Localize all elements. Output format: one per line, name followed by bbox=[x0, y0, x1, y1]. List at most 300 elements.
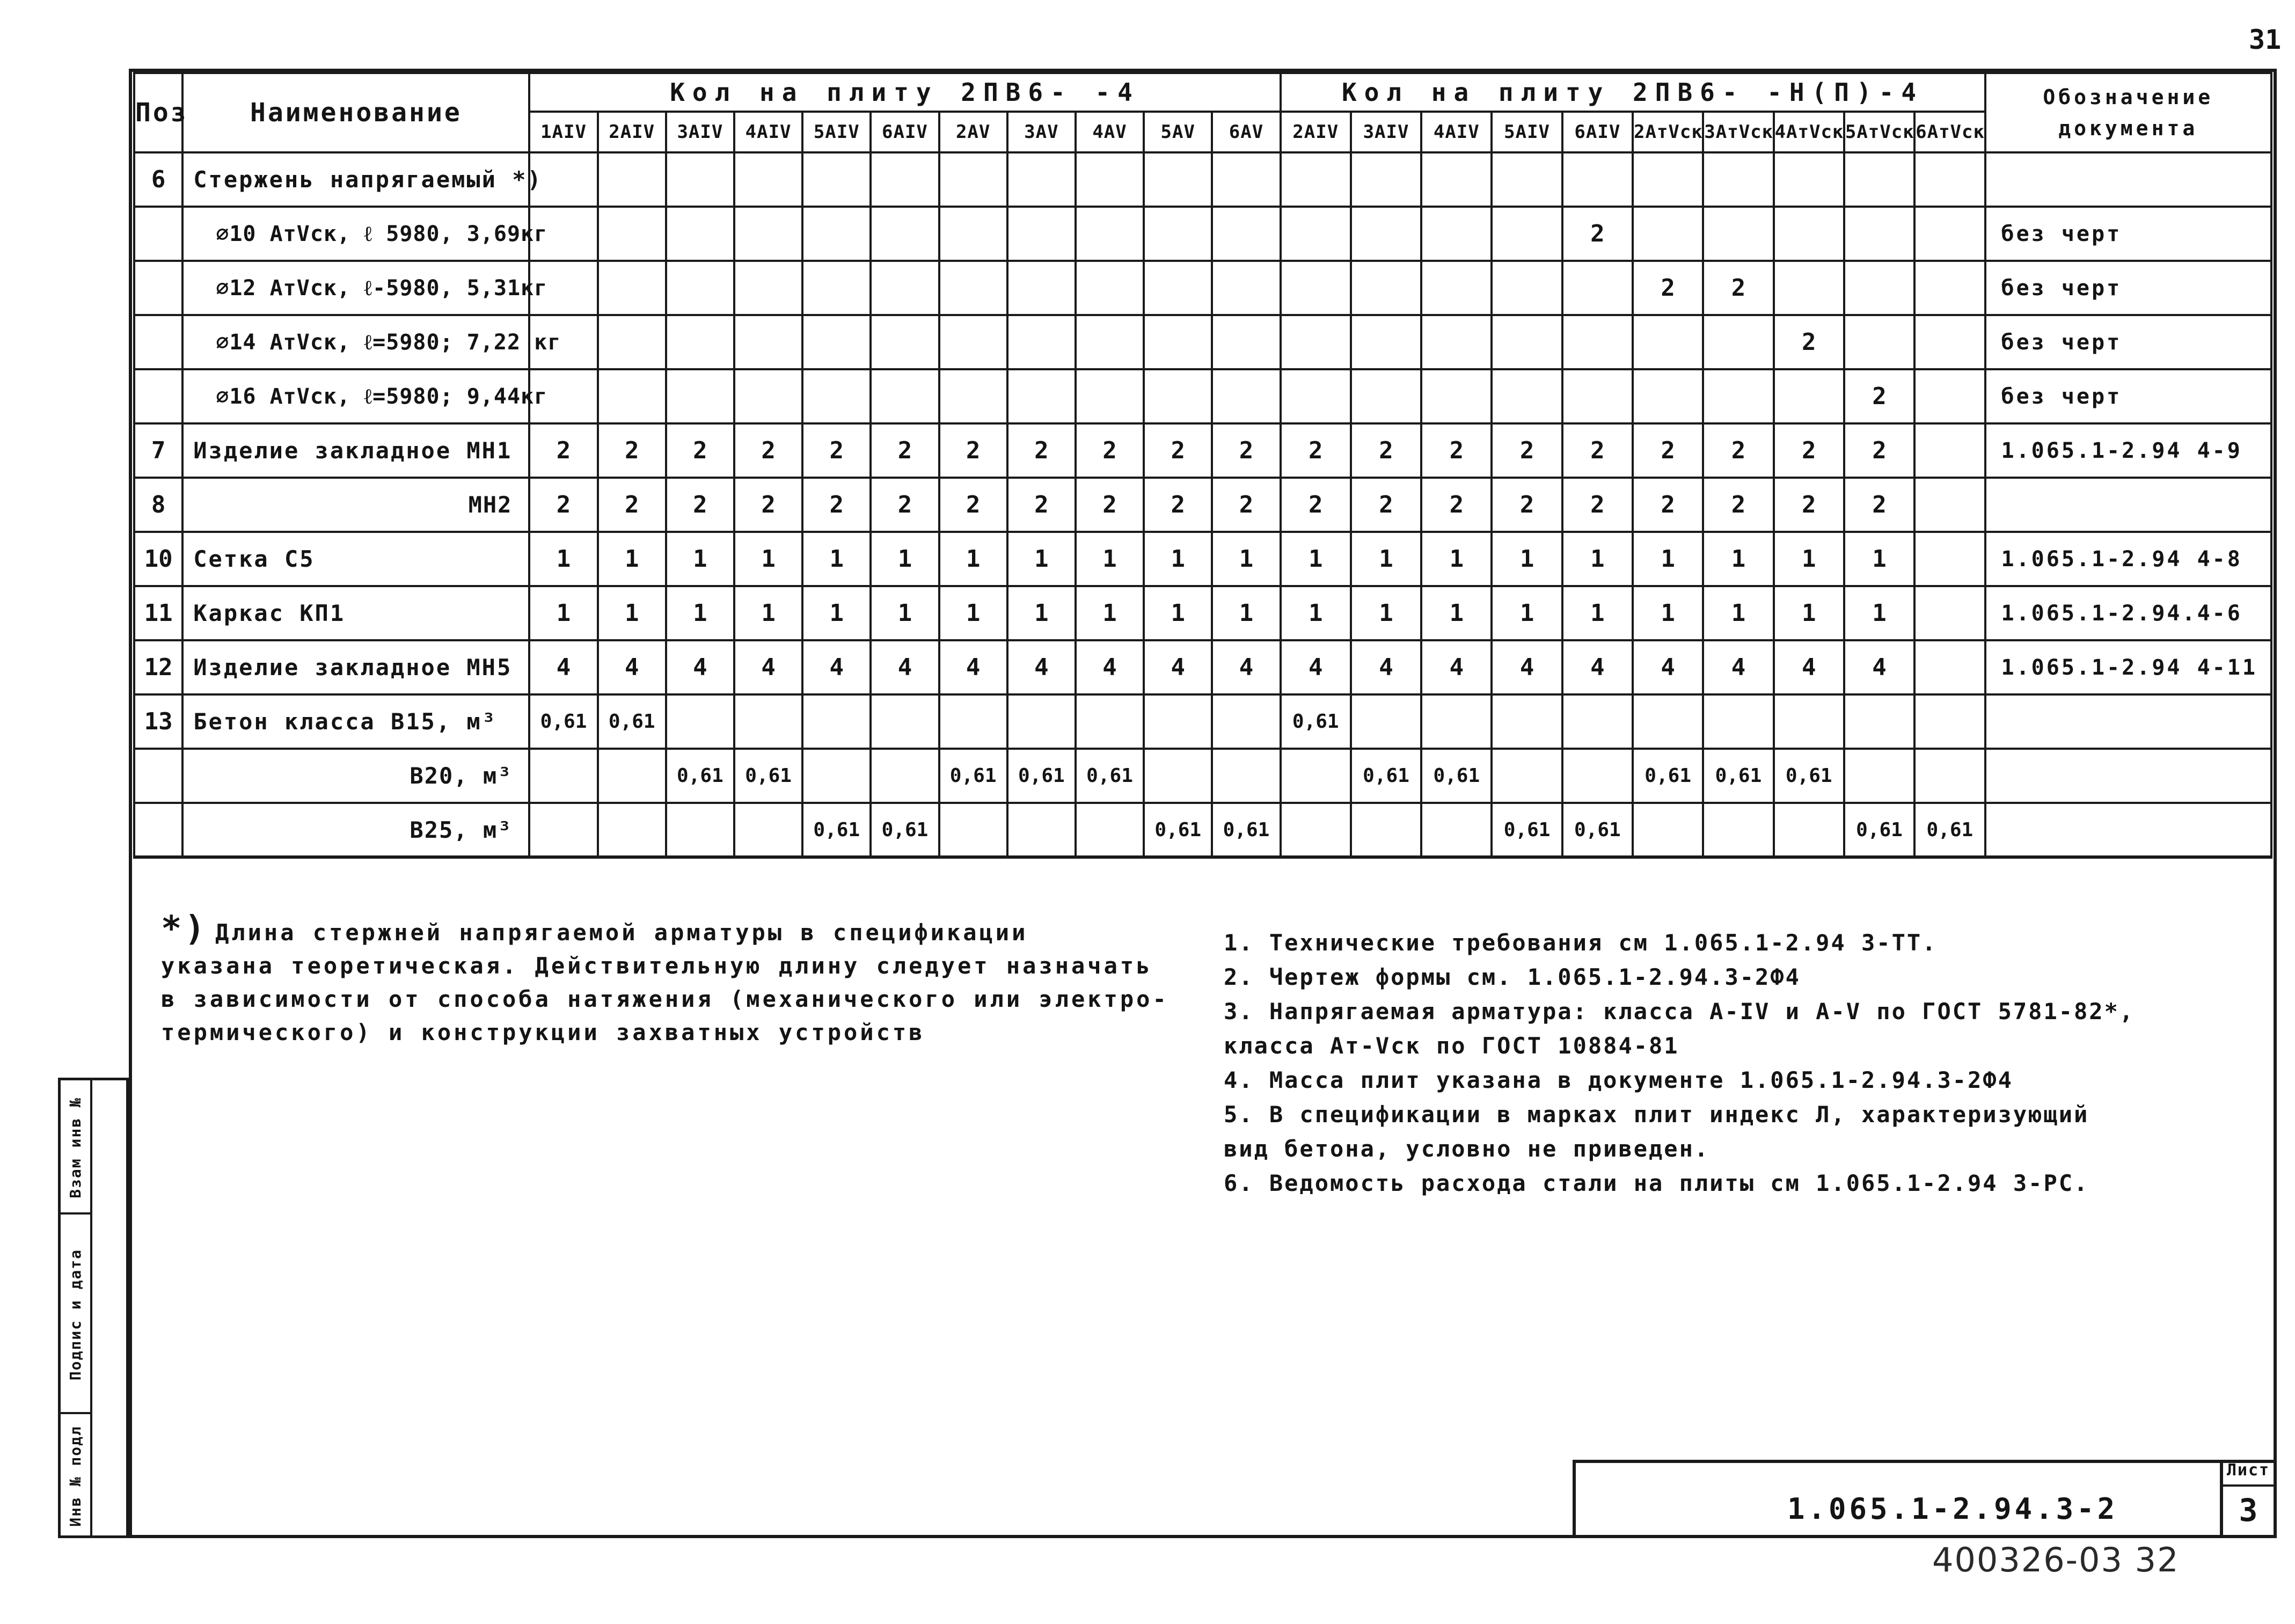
sheet-corner-number: 31 bbox=[2249, 24, 2282, 55]
qty-cell: 0,61 bbox=[1774, 749, 1844, 803]
qty-cell: 1 bbox=[1007, 586, 1076, 640]
qty-cell: 2 bbox=[598, 423, 666, 478]
qty-cell: 2 bbox=[1281, 478, 1351, 532]
qty-cell bbox=[1562, 152, 1633, 207]
qty-cell bbox=[1774, 369, 1844, 423]
qty-cell: 0,61 bbox=[939, 749, 1007, 803]
qty-cell: 2 bbox=[1421, 478, 1492, 532]
qty-cell: 1 bbox=[598, 586, 666, 640]
qty-cell: 2 bbox=[1144, 423, 1212, 478]
qty-cell bbox=[802, 152, 871, 207]
qty-cell bbox=[802, 369, 871, 423]
general-notes bbox=[1224, 926, 2243, 1201]
qty-cell: 2 bbox=[1633, 423, 1703, 478]
qty-cell: 0,61 bbox=[1212, 803, 1280, 857]
qty-cell: 2 bbox=[1212, 478, 1280, 532]
qty-cell: 1 bbox=[666, 532, 734, 586]
doc-cell: без черт bbox=[1985, 369, 2271, 423]
qty-cell: 0,61 bbox=[1076, 749, 1144, 803]
qty-cell bbox=[1421, 261, 1492, 315]
qty-cell: 4 bbox=[1076, 640, 1144, 694]
footnote-line: Длина стержней напрягаемой арматуры в спецификации bbox=[215, 919, 1028, 946]
qty-cell bbox=[598, 803, 666, 857]
subheader-cell: 1АIV bbox=[529, 112, 597, 152]
qty-cell: 1 bbox=[1421, 532, 1492, 586]
qty-cell: 0,61 bbox=[1562, 803, 1633, 857]
qty-cell: 0,61 bbox=[666, 749, 734, 803]
doc-cell bbox=[1985, 694, 2271, 749]
pos-cell bbox=[134, 803, 182, 857]
qty-cell: 1 bbox=[1281, 532, 1351, 586]
qty-cell bbox=[1076, 152, 1144, 207]
pos-cell: 6 bbox=[134, 152, 182, 207]
qty-cell bbox=[1007, 369, 1076, 423]
qty-cell: 1 bbox=[1774, 532, 1844, 586]
margin-label-inventory: Инв № подл bbox=[67, 1425, 85, 1527]
qty-cell bbox=[1212, 694, 1280, 749]
table-row bbox=[134, 478, 2271, 532]
qty-cell bbox=[1351, 694, 1421, 749]
name-cell: Бетон класса В15, м³ bbox=[182, 694, 529, 749]
qty-cell: 1 bbox=[1844, 586, 1914, 640]
qty-cell bbox=[1351, 803, 1421, 857]
qty-cell: 4 bbox=[802, 640, 871, 694]
qty-cell: 1 bbox=[529, 532, 597, 586]
doc-cell bbox=[1985, 478, 2271, 532]
doc-cell: 1.065.1-2.94 4-8 bbox=[1985, 532, 2271, 586]
note-item: 1. Технические требования см 1.065.1-2.94 3-ТТ. bbox=[1224, 930, 1938, 956]
subheader-cell: 3АтVск bbox=[1703, 112, 1773, 152]
doc-cell: без черт bbox=[1985, 261, 2271, 315]
subheader-cell: 3АIV bbox=[1351, 112, 1421, 152]
qty-cell bbox=[1492, 207, 1562, 261]
qty-cell bbox=[1844, 152, 1914, 207]
subheader-cell: 3АIV bbox=[666, 112, 734, 152]
subheader-cell: 6АIV bbox=[1562, 112, 1633, 152]
qty-cell bbox=[1914, 478, 1985, 532]
qty-cell: 1 bbox=[1076, 586, 1144, 640]
qty-cell bbox=[871, 749, 939, 803]
table-row bbox=[134, 369, 2271, 423]
qty-cell bbox=[1421, 694, 1492, 749]
qty-cell: 2 bbox=[734, 423, 802, 478]
table-row bbox=[134, 315, 2271, 369]
subheader-cell: 5АIV bbox=[802, 112, 871, 152]
qty-cell: 4 bbox=[939, 640, 1007, 694]
qty-cell: 0,61 bbox=[1703, 749, 1773, 803]
qty-cell: 1 bbox=[1633, 532, 1703, 586]
qty-cell: 2 bbox=[802, 423, 871, 478]
qty-cell: 4 bbox=[871, 640, 939, 694]
spec-body bbox=[134, 152, 2271, 857]
qty-cell bbox=[1914, 749, 1985, 803]
qty-cell: 2 bbox=[1351, 423, 1421, 478]
qty-cell: 4 bbox=[1421, 640, 1492, 694]
note-item: вид бетона, условно не приведен. bbox=[1224, 1136, 1710, 1162]
pos-cell: 12 bbox=[134, 640, 182, 694]
qty-cell bbox=[1281, 803, 1351, 857]
qty-cell bbox=[1914, 423, 1985, 478]
qty-cell bbox=[666, 152, 734, 207]
qty-cell bbox=[1703, 694, 1773, 749]
qty-cell: 1 bbox=[1212, 532, 1280, 586]
qty-cell: 1 bbox=[802, 586, 871, 640]
pos-cell bbox=[134, 315, 182, 369]
margin-label-signature: Подпис и дата bbox=[67, 1248, 84, 1380]
qty-cell: 1 bbox=[1351, 586, 1421, 640]
qty-cell: 1 bbox=[939, 532, 1007, 586]
qty-cell: 1 bbox=[1281, 586, 1351, 640]
qty-cell bbox=[1281, 749, 1351, 803]
qty-cell: 0,61 bbox=[598, 694, 666, 749]
name-cell: Сетка С5 bbox=[182, 532, 529, 586]
doc-cell: 1.065.1-2.94 4-9 bbox=[1985, 423, 2271, 478]
qty-cell bbox=[1007, 207, 1076, 261]
qty-cell bbox=[1007, 803, 1076, 857]
qty-cell bbox=[1633, 803, 1703, 857]
qty-cell bbox=[1421, 369, 1492, 423]
qty-cell: 0,61 bbox=[734, 749, 802, 803]
qty-cell bbox=[1492, 315, 1562, 369]
qty-cell bbox=[939, 369, 1007, 423]
pos-cell bbox=[134, 369, 182, 423]
subheader-cell: 2АIV bbox=[1281, 112, 1351, 152]
qty-cell bbox=[598, 749, 666, 803]
subheader-cell: 5АтVск bbox=[1844, 112, 1914, 152]
qty-cell: 2 bbox=[1562, 207, 1633, 261]
qty-cell bbox=[1421, 315, 1492, 369]
qty-cell: 0,61 bbox=[802, 803, 871, 857]
header-group-1: Кол на плиту 2ПВ6- -4 bbox=[529, 73, 1280, 112]
qty-cell bbox=[1281, 261, 1351, 315]
qty-cell: 1 bbox=[1492, 532, 1562, 586]
qty-cell bbox=[1774, 694, 1844, 749]
qty-cell bbox=[1212, 261, 1280, 315]
qty-cell: 4 bbox=[666, 640, 734, 694]
qty-cell: 1 bbox=[1144, 586, 1212, 640]
qty-cell: 2 bbox=[1633, 478, 1703, 532]
qty-cell bbox=[939, 261, 1007, 315]
qty-cell: 0,61 bbox=[1914, 803, 1985, 857]
qty-cell bbox=[1281, 207, 1351, 261]
qty-cell bbox=[1774, 803, 1844, 857]
qty-cell bbox=[1007, 315, 1076, 369]
qty-cell bbox=[871, 694, 939, 749]
qty-cell bbox=[598, 261, 666, 315]
margin-stamp bbox=[58, 1078, 129, 1538]
qty-cell: 1 bbox=[734, 532, 802, 586]
qty-cell bbox=[734, 207, 802, 261]
qty-cell bbox=[1492, 152, 1562, 207]
qty-cell bbox=[1633, 369, 1703, 423]
qty-cell bbox=[1076, 694, 1144, 749]
qty-cell bbox=[1492, 369, 1562, 423]
qty-cell bbox=[1076, 315, 1144, 369]
doc-cell: без черт bbox=[1985, 207, 2271, 261]
qty-cell: 4 bbox=[1774, 640, 1844, 694]
qty-cell: 2 bbox=[1844, 423, 1914, 478]
note-item: 5. В спецификации в марках плит индекс Л, характеризующий bbox=[1224, 1101, 2089, 1128]
qty-cell bbox=[1844, 749, 1914, 803]
pos-cell: 7 bbox=[134, 423, 182, 478]
name-cell: Стержень напрягаемый *) bbox=[182, 152, 529, 207]
qty-cell bbox=[802, 261, 871, 315]
qty-cell bbox=[1351, 207, 1421, 261]
qty-cell bbox=[802, 749, 871, 803]
name-cell: В20, м³ bbox=[182, 749, 529, 803]
qty-cell: 1 bbox=[1703, 532, 1773, 586]
subheader-cell: 6АтVск bbox=[1914, 112, 1985, 152]
qty-cell bbox=[1076, 803, 1144, 857]
qty-cell bbox=[802, 694, 871, 749]
qty-cell: 0,61 bbox=[871, 803, 939, 857]
qty-cell: 2 bbox=[802, 478, 871, 532]
qty-cell: 4 bbox=[1844, 640, 1914, 694]
table-row bbox=[134, 586, 2271, 640]
qty-cell bbox=[666, 694, 734, 749]
qty-cell bbox=[1076, 261, 1144, 315]
qty-cell bbox=[1144, 694, 1212, 749]
qty-cell bbox=[1281, 152, 1351, 207]
qty-cell: 1 bbox=[1351, 532, 1421, 586]
qty-cell bbox=[1351, 152, 1421, 207]
qty-cell: 1 bbox=[802, 532, 871, 586]
qty-cell: 4 bbox=[1633, 640, 1703, 694]
qty-cell bbox=[1421, 803, 1492, 857]
qty-cell bbox=[1844, 207, 1914, 261]
qty-cell bbox=[734, 369, 802, 423]
qty-cell bbox=[1914, 586, 1985, 640]
qty-cell bbox=[666, 207, 734, 261]
note-item: 3. Напрягаемая арматура: класса А-IV и А-V по ГОСТ 5781-82*, bbox=[1224, 998, 2135, 1025]
qty-cell: 1 bbox=[1076, 532, 1144, 586]
qty-cell bbox=[871, 261, 939, 315]
qty-cell: 1 bbox=[1774, 586, 1844, 640]
header-pos: Поз bbox=[134, 73, 182, 152]
qty-cell bbox=[529, 749, 597, 803]
qty-cell: 2 bbox=[1007, 478, 1076, 532]
table-row bbox=[134, 694, 2271, 749]
note-item: 2. Чертеж формы см. 1.065.1-2.94.3-2Ф4 bbox=[1224, 964, 1801, 990]
qty-cell bbox=[734, 152, 802, 207]
qty-cell bbox=[1633, 152, 1703, 207]
qty-cell: 1 bbox=[1492, 586, 1562, 640]
qty-cell bbox=[1281, 315, 1351, 369]
qty-cell bbox=[1212, 369, 1280, 423]
qty-cell bbox=[598, 315, 666, 369]
qty-cell: 1 bbox=[1703, 586, 1773, 640]
doc-cell bbox=[1985, 749, 2271, 803]
document-code: 1.065.1-2.94.3-2 bbox=[1787, 1492, 2118, 1526]
qty-cell bbox=[1562, 749, 1633, 803]
doc-cell: 1.065.1-2.94.4-6 bbox=[1985, 586, 2271, 640]
sheet-number: 3 bbox=[2239, 1492, 2258, 1528]
qty-cell bbox=[1421, 152, 1492, 207]
footnote-marker: *) bbox=[161, 909, 208, 949]
subheader-cell: 4АтVск bbox=[1774, 112, 1844, 152]
margin-label-replaced: Взам инв № bbox=[67, 1096, 85, 1198]
qty-cell bbox=[1633, 694, 1703, 749]
note-item: класса Ат-Vск по ГОСТ 10884-81 bbox=[1224, 1033, 1679, 1059]
qty-cell: 4 bbox=[1144, 640, 1212, 694]
qty-cell bbox=[1212, 315, 1280, 369]
qty-cell bbox=[1281, 369, 1351, 423]
qty-cell: 2 bbox=[1774, 478, 1844, 532]
pos-cell: 13 bbox=[134, 694, 182, 749]
qty-cell bbox=[1703, 369, 1773, 423]
qty-cell: 2 bbox=[1421, 423, 1492, 478]
subheader-cell: 2АтVск bbox=[1633, 112, 1703, 152]
qty-cell bbox=[1774, 152, 1844, 207]
qty-cell bbox=[1844, 261, 1914, 315]
qty-cell: 1 bbox=[1212, 586, 1280, 640]
header-doc: Обозначение документа bbox=[1985, 73, 2271, 152]
qty-cell bbox=[1212, 749, 1280, 803]
qty-cell bbox=[802, 207, 871, 261]
qty-cell: 1 bbox=[871, 586, 939, 640]
pos-cell bbox=[134, 207, 182, 261]
qty-cell bbox=[1492, 749, 1562, 803]
table-row bbox=[134, 152, 2271, 207]
subheader-cell: 4АV bbox=[1076, 112, 1144, 152]
specification-table bbox=[133, 72, 2272, 859]
qty-cell bbox=[1562, 261, 1633, 315]
qty-cell: 1 bbox=[871, 532, 939, 586]
qty-cell bbox=[871, 152, 939, 207]
qty-cell bbox=[666, 261, 734, 315]
qty-cell: 2 bbox=[666, 478, 734, 532]
qty-cell bbox=[1076, 369, 1144, 423]
footnote-line: в зависимости от способа натяжения (механического или электро- bbox=[161, 986, 1169, 1012]
note-item: 4. Масса плит указана в документе 1.065.1-2.94.3-2Ф4 bbox=[1224, 1067, 2013, 1093]
doc-cell bbox=[1985, 152, 2271, 207]
qty-cell: 0,61 bbox=[1421, 749, 1492, 803]
qty-cell bbox=[1914, 532, 1985, 586]
qty-cell: 4 bbox=[1281, 640, 1351, 694]
pos-cell bbox=[134, 749, 182, 803]
qty-cell bbox=[666, 369, 734, 423]
qty-cell: 2 bbox=[1076, 478, 1144, 532]
qty-cell bbox=[871, 315, 939, 369]
subheader-cell: 4АIV bbox=[734, 112, 802, 152]
name-cell: МН2 bbox=[182, 478, 529, 532]
qty-cell: 4 bbox=[1562, 640, 1633, 694]
qty-cell: 4 bbox=[1212, 640, 1280, 694]
qty-cell bbox=[598, 369, 666, 423]
qty-cell bbox=[734, 803, 802, 857]
qty-cell bbox=[1844, 315, 1914, 369]
qty-cell: 2 bbox=[1007, 423, 1076, 478]
qty-cell bbox=[1144, 261, 1212, 315]
qty-cell bbox=[1144, 749, 1212, 803]
sheet-label: Лист bbox=[2220, 1461, 2277, 1487]
qty-cell bbox=[1914, 694, 1985, 749]
footnote bbox=[161, 909, 1234, 1049]
qty-cell: 0,61 bbox=[1007, 749, 1076, 803]
qty-cell: 1 bbox=[1007, 532, 1076, 586]
qty-cell bbox=[1703, 207, 1773, 261]
qty-cell: 2 bbox=[1562, 423, 1633, 478]
qty-cell: 1 bbox=[529, 586, 597, 640]
qty-cell bbox=[1144, 152, 1212, 207]
qty-cell: 1 bbox=[939, 586, 1007, 640]
qty-cell bbox=[939, 207, 1007, 261]
footnote-line: указана теоретическая. Действительную длину следует назначать bbox=[161, 953, 1153, 979]
qty-cell bbox=[1703, 152, 1773, 207]
qty-cell: 0,61 bbox=[529, 694, 597, 749]
qty-cell bbox=[734, 315, 802, 369]
qty-cell: 2 bbox=[1703, 261, 1773, 315]
qty-cell: 4 bbox=[1703, 640, 1773, 694]
name-cell: Изделие закладное МН5 bbox=[182, 640, 529, 694]
name-cell: ⌀10 АтVск, ℓ 5980, 3,69кг bbox=[182, 207, 529, 261]
qty-cell bbox=[1076, 207, 1144, 261]
footnote-line: термического) и конструкции захватных устройств bbox=[161, 1019, 925, 1045]
qty-cell: 2 bbox=[1703, 423, 1773, 478]
table-row bbox=[134, 532, 2271, 586]
qty-cell: 2 bbox=[1281, 423, 1351, 478]
qty-cell: 2 bbox=[529, 423, 597, 478]
qty-cell bbox=[1007, 261, 1076, 315]
qty-cell: 2 bbox=[1844, 478, 1914, 532]
qty-cell: 4 bbox=[529, 640, 597, 694]
qty-cell bbox=[1351, 369, 1421, 423]
qty-cell: 2 bbox=[734, 478, 802, 532]
qty-cell bbox=[1633, 207, 1703, 261]
qty-cell: 0,61 bbox=[1281, 694, 1351, 749]
subheader-cell: 2АV bbox=[939, 112, 1007, 152]
pos-cell: 10 bbox=[134, 532, 182, 586]
qty-cell bbox=[939, 152, 1007, 207]
qty-cell bbox=[1212, 207, 1280, 261]
doc-cell bbox=[1985, 803, 2271, 857]
qty-cell: 1 bbox=[1844, 532, 1914, 586]
qty-cell: 2 bbox=[1351, 478, 1421, 532]
qty-cell bbox=[598, 207, 666, 261]
table-row bbox=[134, 640, 2271, 694]
note-item: 6. Ведомость расхода стали на плиты см 1.065.1-2.94 3-РС. bbox=[1224, 1170, 2089, 1196]
qty-cell: 2 bbox=[939, 423, 1007, 478]
qty-cell: 1 bbox=[598, 532, 666, 586]
qty-cell bbox=[939, 694, 1007, 749]
qty-cell: 4 bbox=[1492, 640, 1562, 694]
doc-cell: 1.065.1-2.94 4-11 bbox=[1985, 640, 2271, 694]
qty-cell bbox=[1007, 694, 1076, 749]
qty-cell bbox=[1007, 152, 1076, 207]
table-row bbox=[134, 423, 2271, 478]
qty-cell bbox=[1914, 152, 1985, 207]
qty-cell: 2 bbox=[1633, 261, 1703, 315]
table-row bbox=[134, 261, 2271, 315]
qty-cell: 0,61 bbox=[1492, 803, 1562, 857]
qty-cell bbox=[1703, 803, 1773, 857]
qty-cell bbox=[1914, 369, 1985, 423]
qty-cell bbox=[1421, 207, 1492, 261]
qty-cell bbox=[1914, 207, 1985, 261]
subheader-cell: 6АIV bbox=[871, 112, 939, 152]
qty-cell: 2 bbox=[1212, 423, 1280, 478]
qty-cell bbox=[1562, 315, 1633, 369]
qty-cell bbox=[1351, 261, 1421, 315]
pos-cell: 8 bbox=[134, 478, 182, 532]
subheader-cell: 2АIV bbox=[598, 112, 666, 152]
qty-cell bbox=[1562, 694, 1633, 749]
name-cell: Каркас КП1 bbox=[182, 586, 529, 640]
header-name: Наименование bbox=[182, 73, 529, 152]
qty-cell bbox=[1914, 261, 1985, 315]
name-cell: ⌀12 АтVск, ℓ-5980, 5,31кг bbox=[182, 261, 529, 315]
subheader-cell: 5АV bbox=[1144, 112, 1212, 152]
